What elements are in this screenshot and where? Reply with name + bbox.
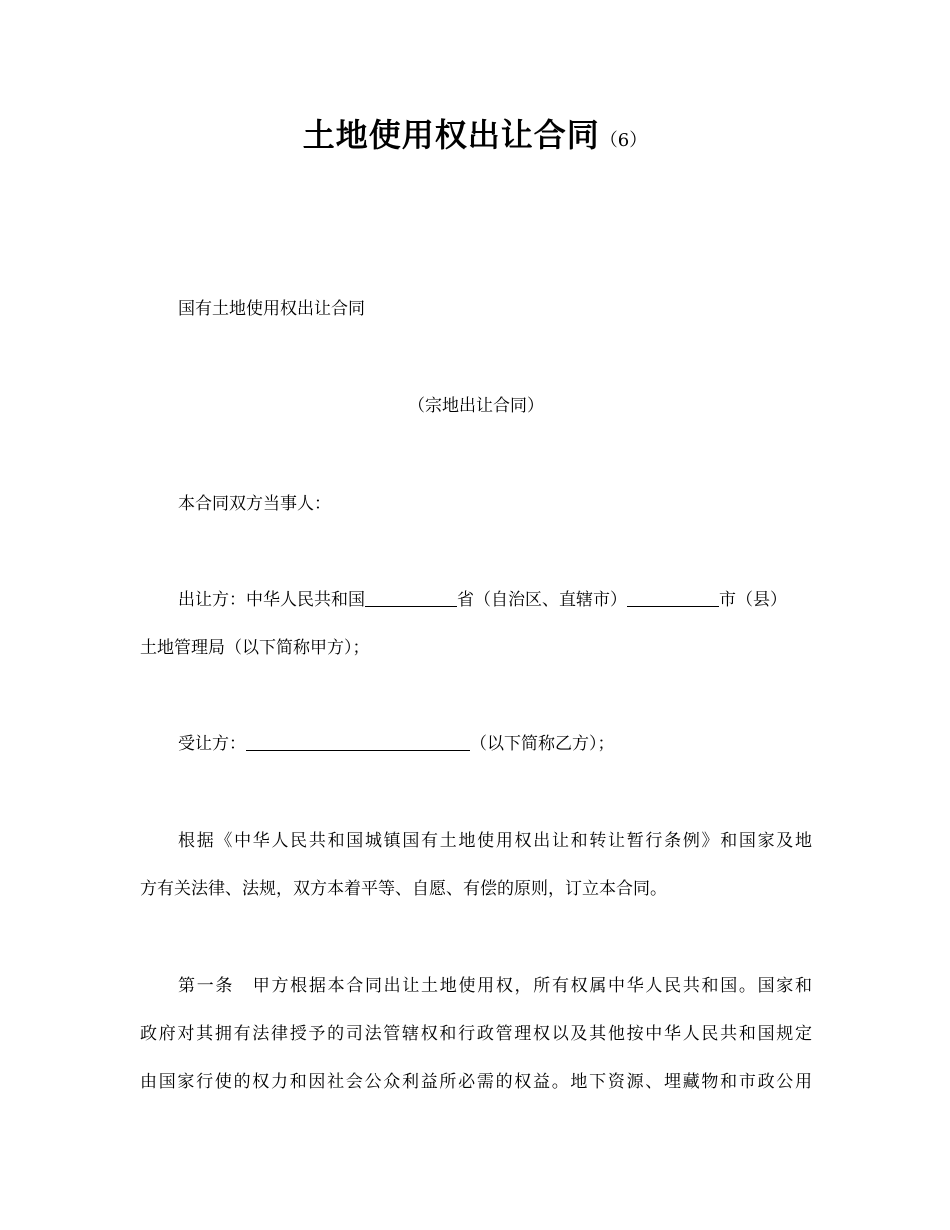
title-main: 土地使用权出让合同 — [302, 116, 600, 154]
transferee-prefix: 受让方： — [178, 734, 246, 754]
article1-line-2: 政府对其拥有法律授予的司法管辖权和行政管理权以及其他按中华人民共和国规定 — [140, 1024, 812, 1044]
article1-line-1: 第一条 甲方根据本合同出让土地使用权，所有权属中华人民共和国。国家和 — [178, 976, 812, 996]
transferee-suffix: （以下简称乙方）； — [470, 734, 615, 754]
transferee-line — [178, 732, 812, 756]
transferor-suffix: 市（县） — [719, 590, 787, 610]
transferor-prefix: 出让方：中华人民共和国 — [178, 590, 365, 610]
transferor-line-1 — [178, 588, 812, 612]
transferor-middle: 省（自治区、直辖市） — [457, 590, 627, 610]
article1-line-3: 由国家行使的权力和因社会公众利益所必需的权益。地下资源、埋藏物和市政公用 — [140, 1072, 812, 1092]
transferee-blank[interactable] — [246, 734, 470, 751]
contract-subheading: （宗地出让合同） — [408, 396, 544, 416]
parties-heading: 本合同双方当事人： — [178, 494, 331, 514]
title-number: （6） — [599, 130, 648, 151]
basis-line-1: 根据《中华人民共和国城镇国有土地使用权出让和转让暂行条例》和国家及地 — [178, 831, 812, 851]
transferor-line-2: 土地管理局（以下简称甲方）； — [140, 638, 370, 658]
document-title — [0, 110, 950, 156]
province-blank[interactable] — [365, 590, 457, 607]
city-blank[interactable] — [627, 590, 719, 607]
basis-line-2: 方有关法律、法规，双方本着平等、自愿、有偿的原则，订立本合同。 — [140, 879, 667, 899]
contract-heading: 国有土地使用权出让合同 — [178, 299, 365, 319]
